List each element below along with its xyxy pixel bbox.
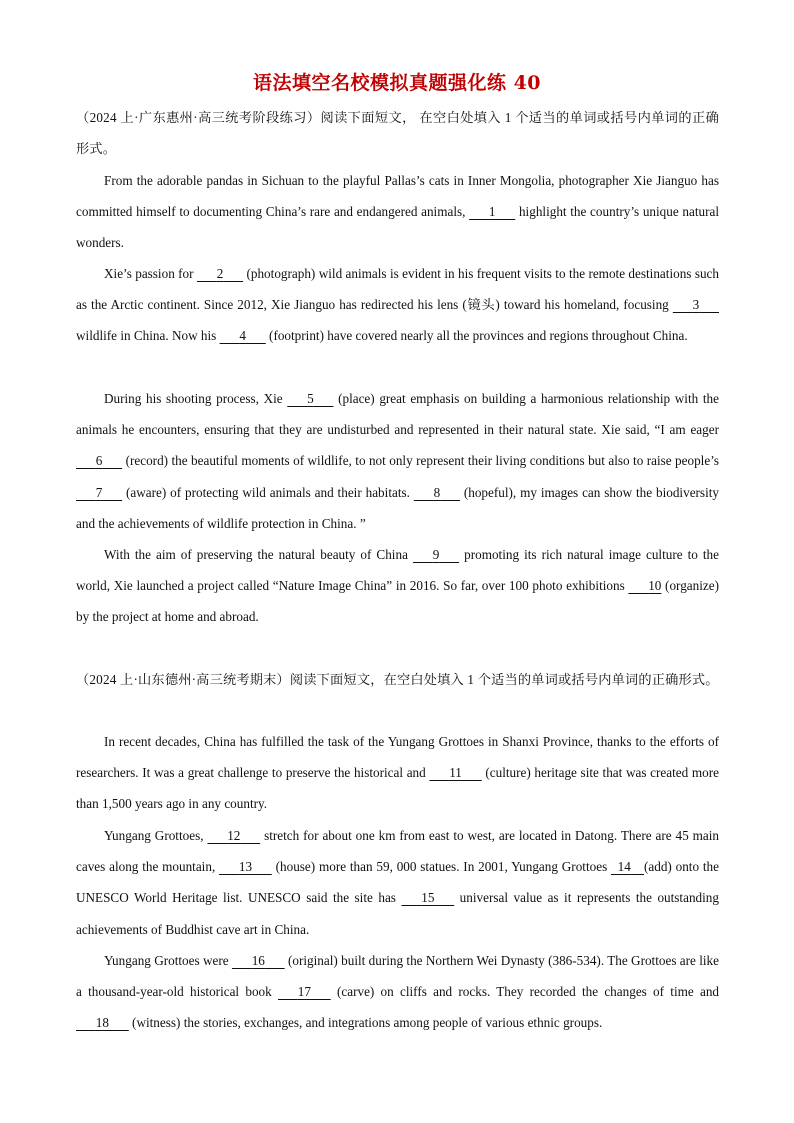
answer-blank-5[interactable]: 5 <box>307 391 314 406</box>
answer-blank-4[interactable]: 4 <box>239 328 246 344</box>
text-segment: In recent decades, China has fulfilled the task of the Yungang Grottoes in Shanxi Province, thanks to the efforts of researchers. It was a great challenge to preserve the historical and <box>76 734 719 781</box>
answer-blank-12[interactable]: 12 <box>227 828 241 843</box>
answer-blank-9[interactable]: 9 <box>432 547 440 562</box>
answer-blank-8[interactable]: 8 <box>433 484 441 500</box>
text-segment: promoting its rich natural image culture to the world, Xie launched a project called “Nature Image China” in 2016. So far, over 100 photo exhibitions <box>76 547 720 594</box>
text-segment: (organize) by the project at home and abroad. <box>76 578 719 625</box>
answer-blank-17[interactable]: 17 <box>297 984 311 1000</box>
text-segment: (culture) heritage site that was created more than 1,500 years ago in any country. <box>76 765 719 812</box>
answer-blank-1[interactable]: 1 <box>488 204 496 220</box>
text-segment: highlight the country’s unique natural wonders. <box>76 204 720 251</box>
answer-blank-7[interactable]: 7 <box>95 484 103 500</box>
text-segment: Yungang Grottoes, <box>104 828 208 843</box>
answer-blank-16[interactable]: 16 <box>251 953 265 968</box>
answer-blank-13[interactable]: 13 <box>238 859 253 875</box>
text-segment: (place) great emphasis on building a harmonious relationship with the animals he encounters, ensuring that they are undisturbed and represented in their natural state. Xie said, “I am eager <box>76 391 719 438</box>
answer-blank-2[interactable]: 2 <box>216 266 224 281</box>
text-segment: (aware) of protecting wild animals and their habitats. <box>122 484 414 500</box>
text-segment: Xie’s passion for <box>104 266 197 281</box>
text-segment: (house) more than 59, 000 statues. In 2001, Yungang Grottoes <box>271 859 612 875</box>
text-segment: universal value as it represents the outstanding achievements of Buddhist cave art in China. <box>76 890 719 937</box>
text-segment: (hopeful), my images can show the biodiversity and the achievements of wildlife protection in China. ” <box>76 484 719 531</box>
answer-blank-18[interactable]: 18 <box>95 1015 109 1031</box>
answer-blank-14[interactable]: 14 <box>617 859 631 875</box>
text-segment: (add) onto the UNESCO World Heritage list. UNESCO said the site has <box>76 859 719 906</box>
answer-blank-3[interactable]: 3 <box>692 297 700 313</box>
passage1-paragraph-2 <box>76 258 719 352</box>
text-segment: (photograph) wild animals is evident in his frequent visits to the remote destinations such as the Arctic continent. Since 2012, Xie Jianguo has redirected his lens (镜头) toward his homeland, focusing <box>76 266 719 313</box>
text-segment: Yungang Grottoes were <box>104 953 232 968</box>
answer-blank-15[interactable]: 15 <box>421 890 435 906</box>
document-title: 语法填空名校模拟真题强化练 40 <box>252 72 542 94</box>
text-segment: (footprint) have covered nearly all the provinces and regions throughout China. <box>265 328 688 344</box>
passage2-paragraph-3 <box>76 945 719 1039</box>
passage2-paragraph-1 <box>76 726 719 820</box>
passage1-paragraph-4 <box>76 539 719 633</box>
text-segment: (carve) on cliffs and rocks. They recorded the changes of time and <box>330 984 720 1000</box>
text-segment: (witness) the stories, exchanges, and integrations among people of various ethnic groups. <box>128 1015 603 1031</box>
passage1-source: （2024 上·广东惠州·高三统考阶段练习）阅读下面短文， 在空白处填入 1 个适当的单词或括号内单词的正确形式。 <box>76 110 719 157</box>
text-segment: During his shooting process, Xie <box>104 391 288 406</box>
answer-blank-10[interactable]: 10 <box>648 578 662 594</box>
text-segment: stretch for about one km from east to west, are located in Datong. There are 45 main caves along the mountain, <box>76 828 719 875</box>
text-segment: From the adorable pandas in Sichuan to the playful Pallas’s cats in Inner Mongolia, photographer Xie Jianguo has committed himself to documenting China’s rare and endangered animals, <box>76 173 719 220</box>
text-segment: (record) the beautiful moments of wildlife, to not only represent their living conditions but also to raise people’s <box>122 453 719 469</box>
text-segment: (original) built during the Northern Wei Dynasty (386-534). The Grottoes are like a thousand-year-old historical book <box>76 953 719 1000</box>
answer-blank-11[interactable]: 11 <box>449 765 462 781</box>
text-segment: wildlife in China. Now his <box>76 328 220 344</box>
text-segment: With the aim of preserving the natural beauty of China <box>104 547 413 562</box>
passage1-paragraph-1 <box>76 165 719 259</box>
answer-blank-6[interactable]: 6 <box>95 453 103 469</box>
passage1-paragraph-3 <box>76 383 719 539</box>
passage2-paragraph-2 <box>76 820 719 945</box>
passage2-source: （2024 上·山东德州·高三统考期末）阅读下面短文，在空白处填入 1 个适当的单词或括号内单词的正确形式。 <box>76 672 719 687</box>
